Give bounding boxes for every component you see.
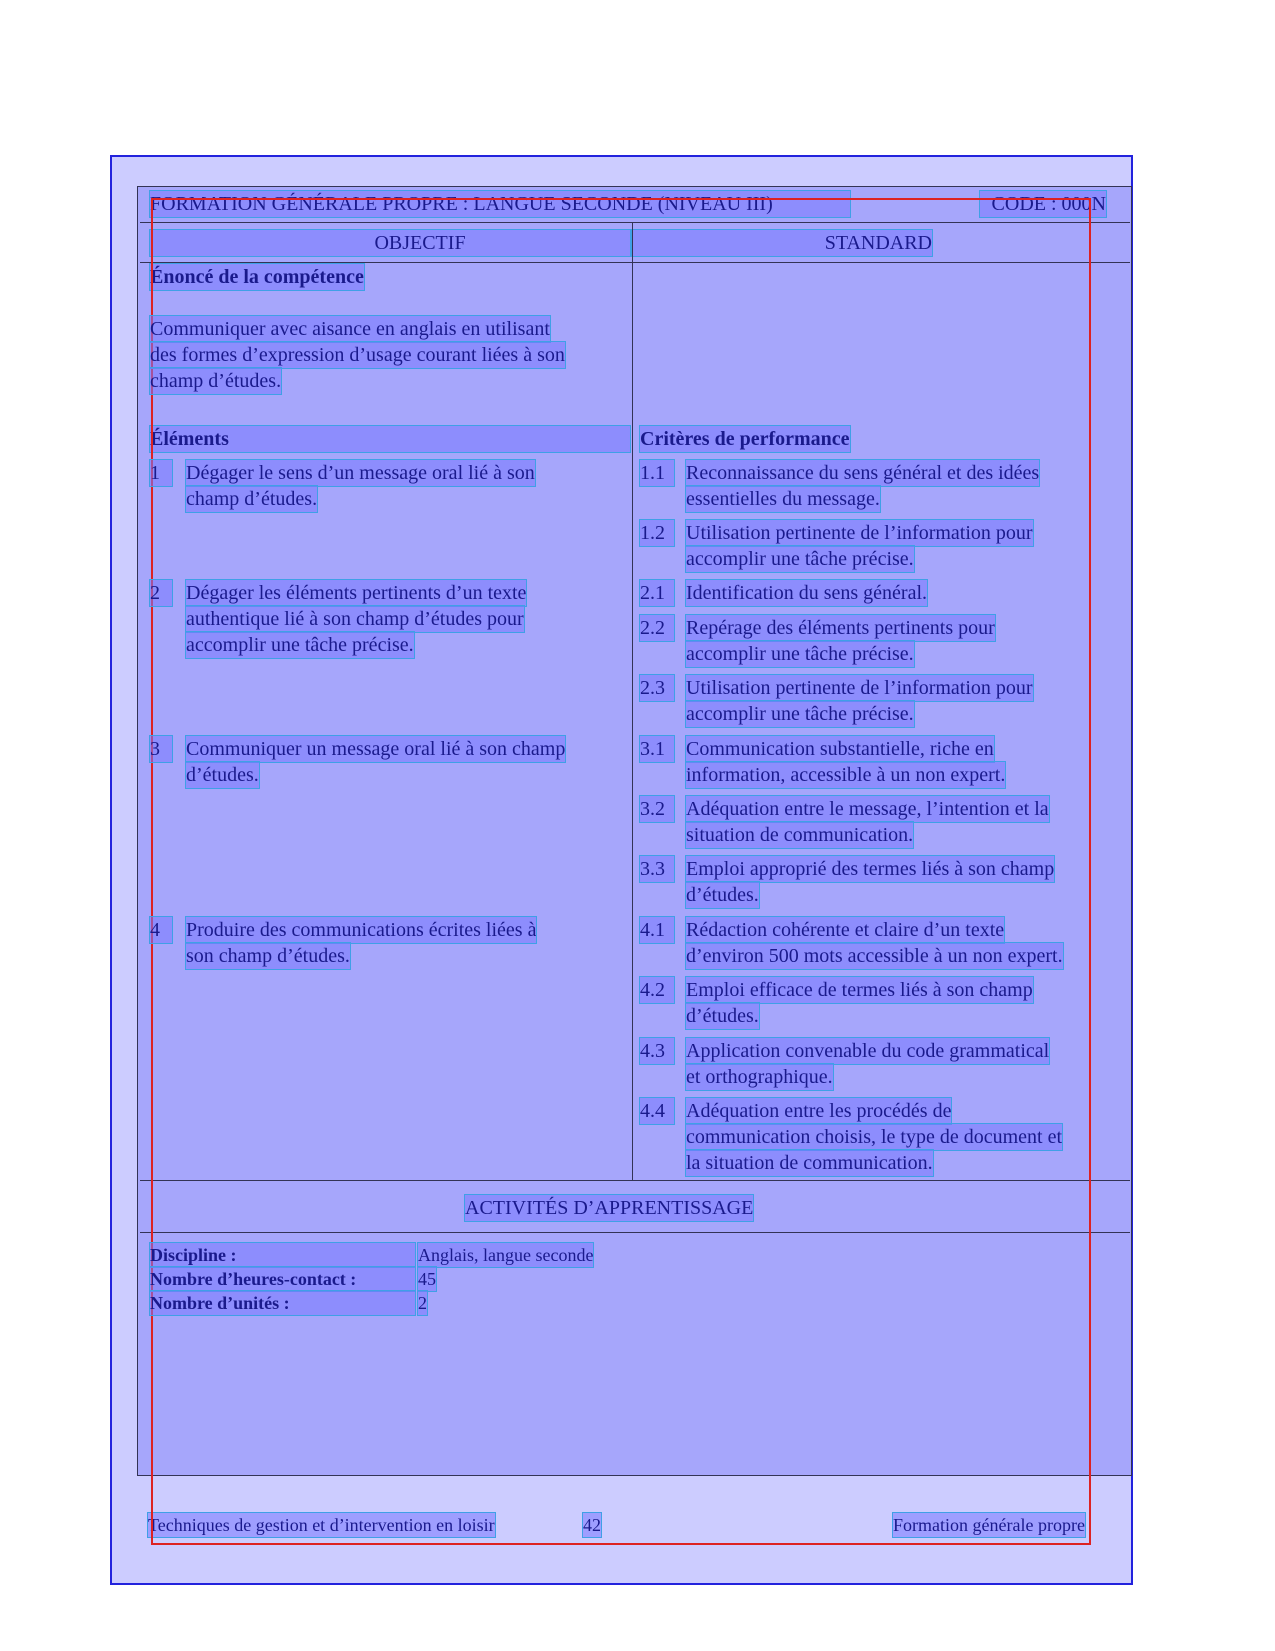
criterion-number: 4.4	[640, 1098, 674, 1124]
criterion-line: accomplir une tâche précise.	[686, 548, 914, 570]
criterion-line: Rédaction cohérente et claire d’un texte	[686, 919, 1005, 941]
criterion-number: 3.3	[640, 856, 674, 882]
criterion-number: 3.2	[640, 796, 674, 822]
criterion-line: Repérage des éléments pertinents pour	[686, 617, 995, 639]
criterion-line: la situation de communication.	[686, 1152, 933, 1174]
activity-label: Nombre d’heures-contact :	[150, 1267, 415, 1291]
criterion-line: Reconnaissance du sens général et des idées	[686, 462, 1040, 484]
criterion-line: essentielles du message.	[686, 488, 880, 510]
element-line: Communiquer un message oral lié à son champ	[186, 738, 566, 760]
column-heading-rule	[140, 262, 1130, 263]
criterion-number: 4.2	[640, 977, 674, 1003]
document-code: CODE : 000N	[980, 191, 1106, 217]
competence-line: Communiquer avec aisance en anglais en utilisant	[150, 318, 550, 340]
criterion-line: Emploi approprié des termes liés à son champ	[686, 858, 1055, 880]
element-line: authentique lié à son champ d’études pour	[186, 608, 524, 630]
element-line: Dégager les éléments pertinents d’un texte	[186, 582, 527, 604]
criterion-number: 1.1	[640, 460, 674, 486]
element-number: 1	[150, 460, 172, 486]
document-title: FORMATION GÉNÉRALE PROPRE : LANGUE SECONDE (NIVEAU III)	[150, 191, 850, 217]
competence-line: champ d’études.	[150, 370, 282, 392]
element-line: son champ d’études.	[186, 945, 350, 967]
criterion-number: 4.3	[640, 1038, 674, 1064]
activities-heading: ACTIVITÉS D’APPRENTISSAGE	[465, 1197, 754, 1219]
criterion-line: Communication substantielle, riche en	[686, 738, 994, 760]
criterion-line: Identification du sens général.	[686, 582, 928, 604]
criterion-number: 4.1	[640, 917, 674, 943]
criterion-number: 3.1	[640, 736, 674, 762]
element-line: Produire des communications écrites liées à	[186, 919, 537, 941]
criterion-line: d’études.	[686, 1005, 759, 1027]
competence-heading: Énoncé de la compétence	[150, 266, 364, 288]
footer-page-number: 42	[583, 1515, 601, 1535]
activities-top-rule	[140, 1180, 1130, 1181]
element-number: 3	[150, 736, 172, 762]
element-number: 4	[150, 917, 172, 943]
column-divider	[632, 222, 633, 1180]
header-rule	[140, 222, 1130, 223]
criterion-line: accomplir une tâche précise.	[686, 643, 914, 665]
criterion-line: information, accessible à un non expert.	[686, 764, 1006, 786]
activity-value: 2	[418, 1293, 427, 1313]
elements-heading: Éléments	[150, 426, 630, 452]
element-line: d’études.	[186, 764, 259, 786]
criterion-number: 1.2	[640, 520, 674, 546]
criteria-heading: Critères de performance	[640, 428, 850, 450]
competence-line: des formes d’expression d’usage courant liées à son	[150, 344, 565, 366]
footer-program: Techniques de gestion et d’intervention en loisir	[148, 1515, 495, 1535]
criterion-line: communication choisis, le type de document et	[686, 1126, 1063, 1148]
column-heading-objectif: OBJECTIF	[150, 230, 630, 256]
column-heading-standard: STANDARD	[632, 230, 932, 256]
activities-bottom-rule	[140, 1232, 1130, 1233]
criterion-line: Utilisation pertinente de l’information pour	[686, 677, 1033, 699]
element-line: Dégager le sens d’un message oral lié à son	[186, 462, 535, 484]
element-line: champ d’études.	[186, 488, 318, 510]
criterion-line: d’études.	[686, 884, 759, 906]
criterion-line: accomplir une tâche précise.	[686, 703, 914, 725]
criterion-line: situation de communication.	[686, 824, 914, 846]
element-line: accomplir une tâche précise.	[186, 634, 414, 656]
criterion-number: 2.1	[640, 580, 674, 606]
criterion-line: Emploi efficace de termes liés à son champ	[686, 979, 1033, 1001]
criterion-number: 2.2	[640, 615, 674, 641]
criterion-line: et orthographique.	[686, 1066, 833, 1088]
criterion-line: d’environ 500 mots accessible à un non expert.	[686, 945, 1063, 967]
activity-label: Discipline :	[150, 1243, 415, 1267]
element-number: 2	[150, 580, 172, 606]
footer-section: Formation générale propre	[893, 1515, 1085, 1535]
criterion-line: Application convenable du code grammatical	[686, 1040, 1050, 1062]
activity-value: 45	[418, 1269, 436, 1289]
criterion-line: Adéquation entre les procédés de	[686, 1100, 952, 1122]
criterion-number: 2.3	[640, 675, 674, 701]
criterion-line: Adéquation entre le message, l’intention et la	[686, 798, 1049, 820]
criterion-line: Utilisation pertinente de l’information pour	[686, 522, 1033, 544]
activity-label: Nombre d’unités :	[150, 1291, 415, 1315]
activity-value: Anglais, langue seconde	[418, 1245, 594, 1265]
